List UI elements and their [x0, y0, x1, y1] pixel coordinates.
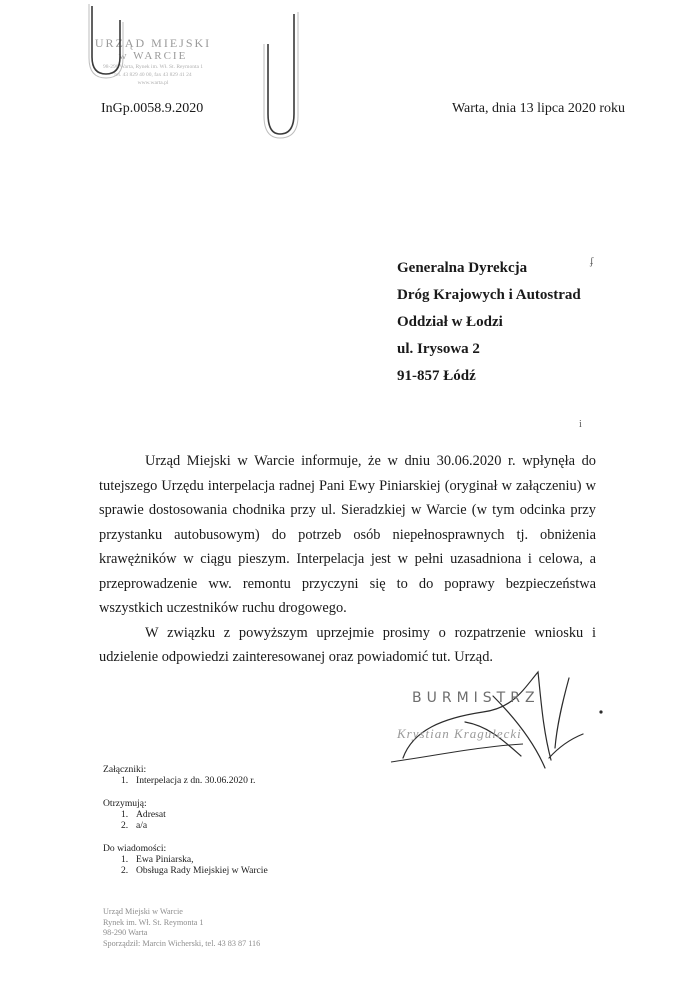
footer-line: 98-290 Warta: [103, 928, 148, 937]
cc-list: [103, 843, 268, 876]
stamp-line-2: w WARCIE: [118, 50, 188, 62]
handwritten-signature: [373, 660, 618, 775]
reference-number: InGp.0058.9.2020: [101, 101, 204, 116]
paperclip-icon: [86, 2, 318, 142]
body-paragraph: W związku z powyższym uprzejmie prosimy o rozpatrzenie wniosku i udzielenie odpowiedzi zainteresowanej oraz powiadomić tut. Urząd.: [99, 624, 596, 665]
addressee-line: Oddział w Łodzi: [397, 314, 503, 330]
stamp-line-1: URZĄD MIEJSKI: [94, 36, 212, 50]
recipients-list: [103, 798, 268, 831]
distribution-lists: [103, 764, 268, 888]
addressee-line: Generalna Dyrekcja: [397, 260, 528, 276]
addressee-line: 91-857 Łódź: [397, 368, 476, 384]
footer-block: [103, 907, 260, 949]
list-item: 2. a/a: [121, 820, 148, 831]
addressee-block: [397, 255, 581, 390]
addressee-line: ul. Irysowa 2: [397, 341, 480, 357]
margin-mark: ʄ: [590, 256, 594, 267]
signature-name: Krystian Kraguleckі: [397, 726, 522, 741]
place-and-date: Warta, dnia 13 lipca 2020 roku: [451, 101, 625, 116]
recipients-heading: Otrzymują:: [103, 798, 147, 809]
list-item: 1. Interpelacja z dn. 30.06.2020 r.: [121, 775, 256, 786]
stamp-small-2: tel. 43 829 40 00, fax 43 829 41 24: [114, 72, 192, 78]
addressee-line: Dróg Krajowych i Autostrad: [397, 287, 581, 303]
cc-heading: Do wiadomości:: [103, 843, 167, 854]
stamp-small-1: 98-290 Warta, Rynek im. Wł. St. Reymonta 1: [102, 64, 204, 70]
attachments-list: [103, 764, 268, 786]
footer-line: Sporządził: Marcin Wicherski, tel. 43 83 87 116: [103, 938, 261, 948]
letter-body: [99, 449, 596, 670]
footer-line: Rynek im. Wł. St. Reymonta 1: [103, 917, 204, 927]
stamp-small-3: www.warta.pl: [137, 80, 169, 86]
margin-mark: i: [579, 419, 582, 430]
footer-line: Urząd Miejski w Warcie: [103, 907, 183, 916]
attachments-heading: Załączniki:: [103, 764, 147, 775]
list-item: 1. Ewa Piniarska,: [121, 854, 194, 865]
list-item: 2. Obsługa Rady Miejskiej w Warcie: [121, 865, 268, 876]
body-paragraph: Urząd Miejski w Warcie informuje, że w dniu 30.06.2020 r. wpłynęła do tutejszego Urzędu interpelacja radnej Pani Ewy Piniarskiej (oryginał w załączeniu) w sprawie dostosowania chodnika przy ul. Sieradzkiej w Warcie (w tym odcinka przy przystanku autobusowym) do potrzeb osób niepełnosprawnych tj. obniżenia krawężników w ciągu pieszym. Interpelacja jest w pełni uzasadniona i celowa, a przeprowadzenie ww. remontu przyczyni się to do poprawy bezpieczeństwa wszystkich uczestników ruchu drogowego.: [99, 453, 596, 616]
list-item: 1. Adresat: [121, 809, 166, 820]
signature-title: BURMISTRZ: [412, 690, 540, 706]
